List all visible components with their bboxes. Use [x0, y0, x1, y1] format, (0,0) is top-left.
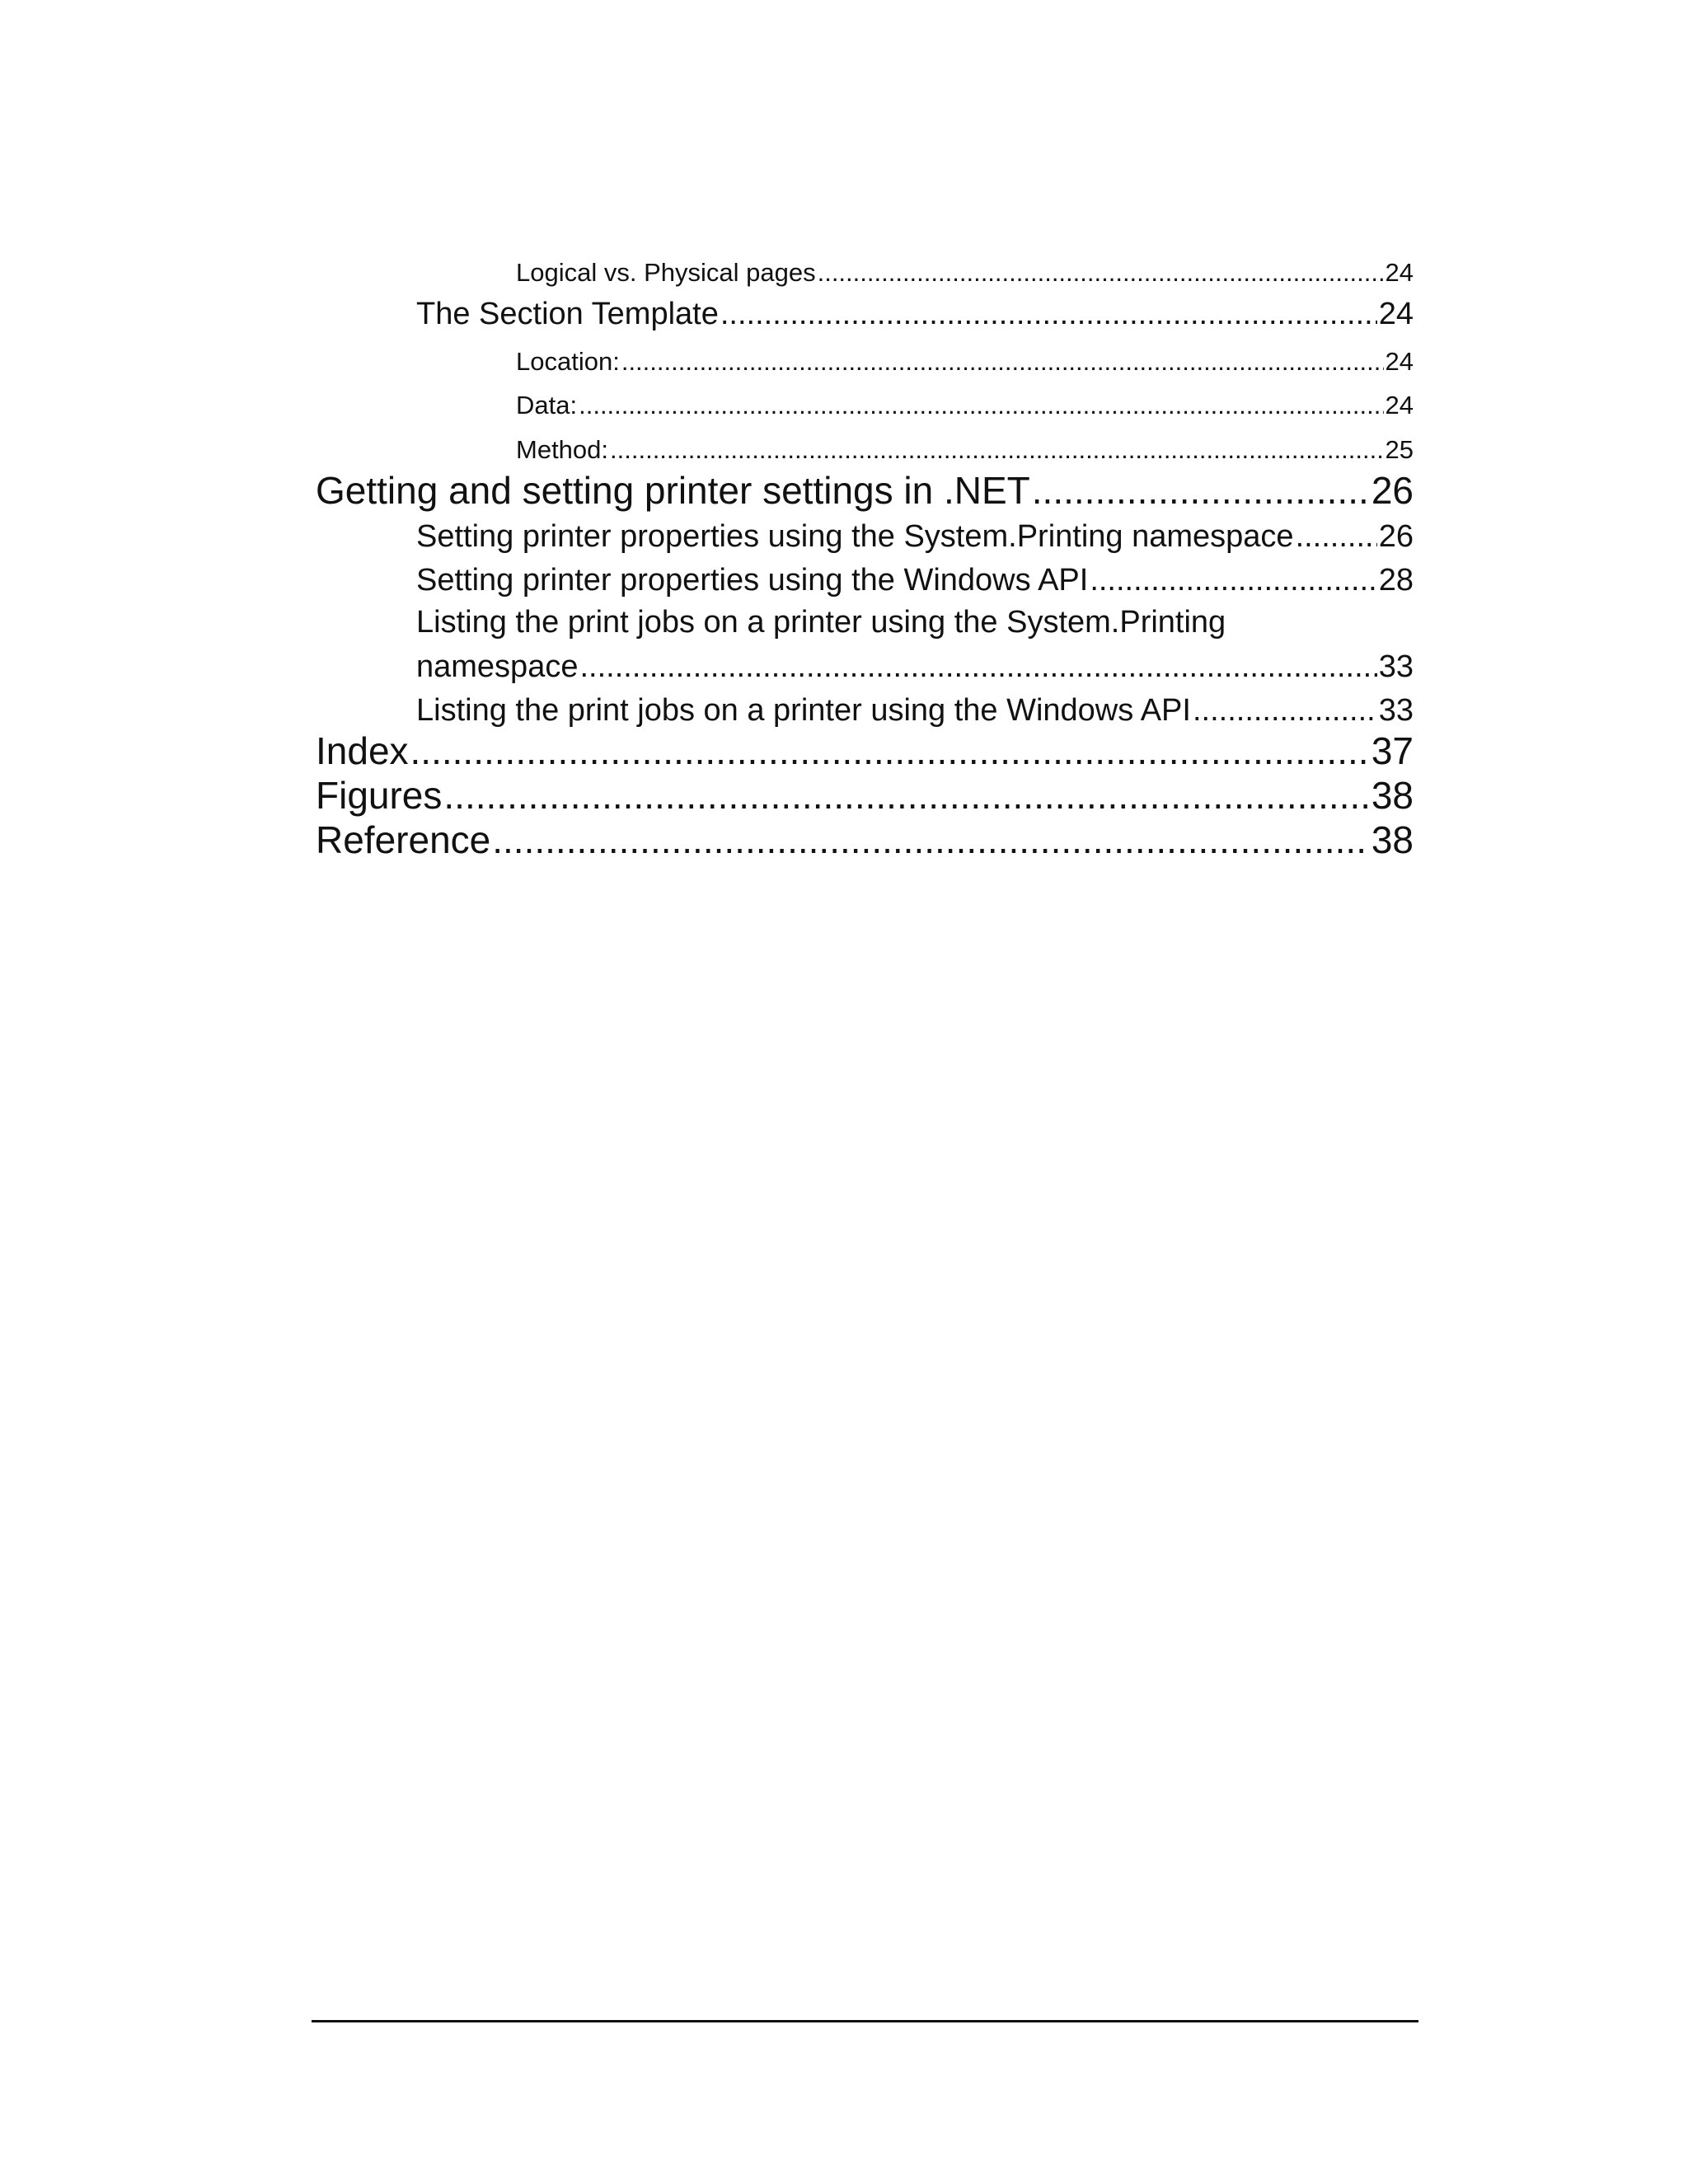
dot-leader: [1090, 563, 1376, 598]
toc-entry-page: 38: [1371, 818, 1414, 861]
toc-entry-title: Data:: [516, 391, 578, 419]
toc-entry-print-jobs-windows-api[interactable]: [416, 693, 1414, 729]
dot-leader: [410, 729, 1370, 773]
toc-entry-figures[interactable]: [316, 773, 1414, 818]
toc-entry-page: 38: [1371, 774, 1414, 817]
toc-entry-page: 26: [1371, 469, 1414, 512]
dot-leader: [720, 297, 1377, 332]
dot-leader: [610, 435, 1384, 465]
toc-entry-title: The Section Template: [416, 297, 719, 331]
toc-entry-title: Setting printer properties using the Windows API: [416, 563, 1089, 598]
toc-entry-page: 33: [1378, 693, 1414, 728]
toc-entry-page: 24: [1385, 347, 1414, 376]
toc-entry-title: Method:: [516, 435, 609, 464]
toc-entry-title-line1: Listing the print jobs on a printer using the System.Printing: [416, 605, 1226, 640]
toc-entry-data[interactable]: [516, 391, 1414, 420]
toc-entry-page: 25: [1385, 435, 1414, 464]
toc-entry-section-template[interactable]: [416, 297, 1414, 332]
toc-entry-page: 24: [1378, 297, 1414, 331]
toc-entry-page: 28: [1378, 563, 1414, 598]
toc-entry-windows-api-properties[interactable]: [416, 563, 1414, 598]
dot-leader: [443, 773, 1369, 818]
toc-entry-title: Location:: [516, 347, 620, 376]
toc-entry-method[interactable]: [516, 435, 1414, 465]
dot-leader: [492, 818, 1370, 862]
toc-entry-page: 37: [1371, 729, 1414, 772]
toc-entry-title: Setting printer properties using the System.Printing namespace: [416, 519, 1294, 554]
toc-entry-title-line2-row: [416, 644, 1414, 689]
toc-entry-page: 33: [1378, 649, 1414, 684]
toc-entry-title: Logical vs. Physical pages: [516, 258, 816, 287]
dot-leader: [1296, 519, 1377, 555]
toc-entry-page: 24: [1385, 391, 1414, 419]
toc-entry-title: Figures: [316, 774, 443, 817]
toc-entry-index[interactable]: [316, 729, 1414, 773]
toc-entry-title: Listing the print jobs on a printer using the Windows API: [416, 693, 1191, 728]
toc-entry-logical-vs-physical-pages[interactable]: [516, 258, 1414, 288]
dot-leader: [621, 347, 1384, 377]
toc-entry-system-printing-properties[interactable]: [416, 519, 1414, 555]
toc-entry-location[interactable]: [516, 347, 1414, 377]
dot-leader: [1032, 468, 1370, 513]
toc-entry-title: Getting and setting printer settings in .NET: [316, 469, 1030, 512]
toc-entry-page: 24: [1385, 258, 1414, 287]
toc-entry-page: 26: [1378, 519, 1414, 554]
toc-entry-title: Reference: [316, 818, 491, 861]
toc-entry-print-jobs-system-printing[interactable]: [416, 600, 1414, 689]
toc-entry-title: Index: [316, 729, 409, 772]
toc-entry-reference[interactable]: [316, 818, 1414, 862]
dot-leader: [579, 644, 1376, 689]
dot-leader: [818, 258, 1384, 288]
toc-entry-title-line2: namespace: [416, 649, 579, 684]
dot-leader: [579, 391, 1383, 420]
toc-entry-printer-settings-dotnet[interactable]: [316, 468, 1414, 513]
footer-rule: [312, 2020, 1418, 2022]
dot-leader: [1193, 693, 1377, 729]
